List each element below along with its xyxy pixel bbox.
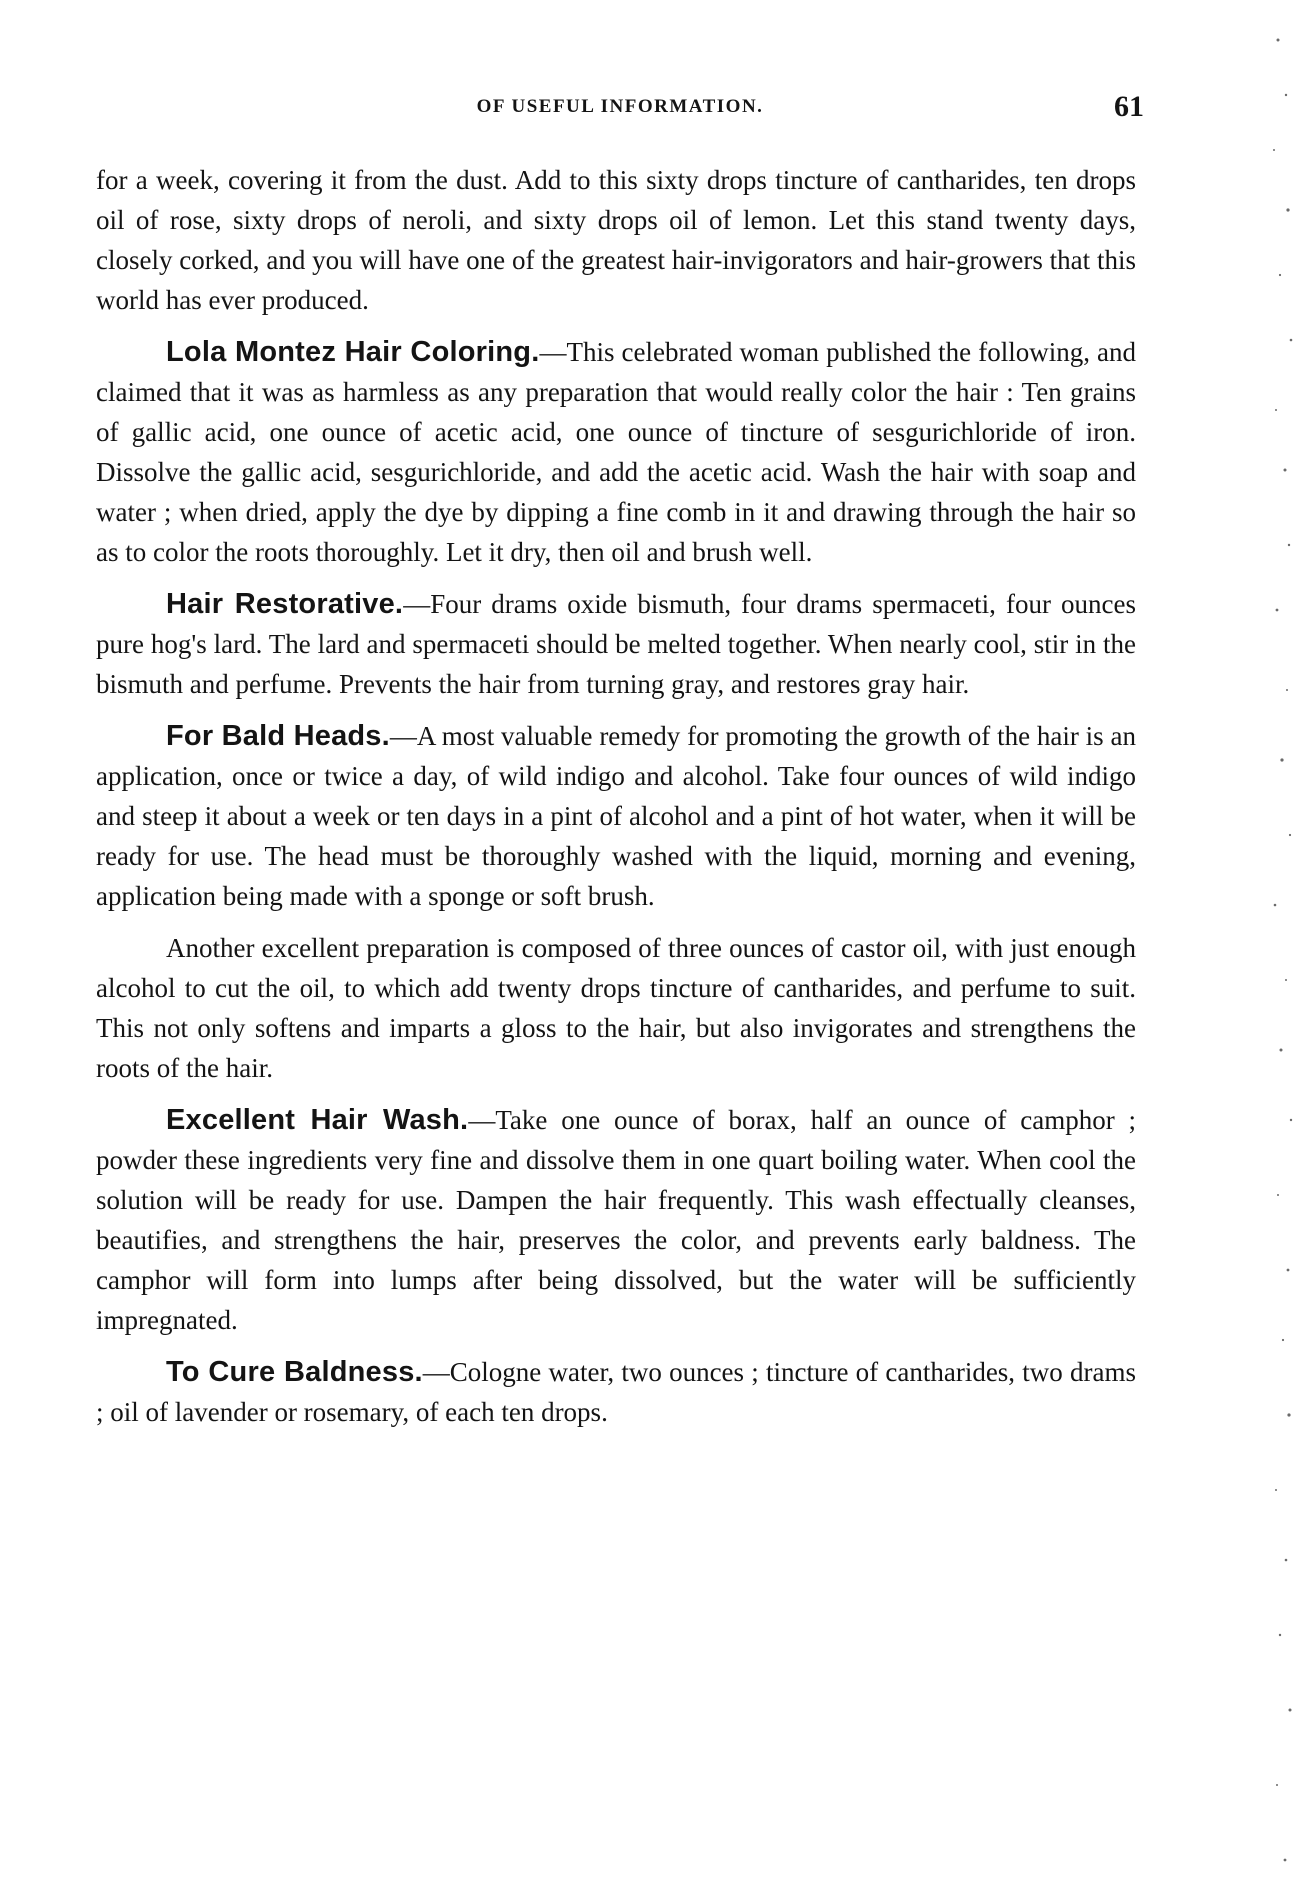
recipe-heading: For Bald Heads. (166, 720, 390, 752)
recipe-excellent-hair-wash (96, 1100, 1136, 1340)
recipe-text: —Cologne water, two ounces ; tincture of cantharides, two drams ; oil of lavender or rosemary, of each ten drops. (96, 1357, 1136, 1427)
scan-edge-noise (1236, 0, 1296, 1900)
page-header (96, 90, 1144, 126)
page-number: 61 (1114, 90, 1144, 123)
recipe-hair-restorative (96, 584, 1136, 704)
recipe-for-bald-heads (96, 716, 1136, 916)
recipe-text: —Take one ounce of borax, half an ounce of camphor ; powder these ingredients very fine and dissolve them in one quart boiling water. When cool the solution will be ready for use. Dampen the hair frequently. This wash effectually cleanses, beautifies, and strengthens the hair, preserves the color, and prevents early baldness. The camphor will form into lumps after being dissolved, but the water will be sufficiently impregnated. (96, 1105, 1136, 1335)
running-title: OF USEFUL INFORMATION. (476, 96, 764, 117)
recipe-heading: Lola Montez Hair Coloring. (166, 336, 540, 368)
paragraph-continuation (96, 160, 1136, 320)
paragraph-text: Another excellent preparation is composed of three ounces of castor oil, with just enough alcohol to cut the oil, to which add twenty drops tincture of cantharides, and perfume to suit. This not only softens and imparts a gloss to the hair, but also invigorates and strengthens the roots of the hair. (96, 933, 1136, 1083)
recipe-lola-montez-hair-coloring (96, 332, 1136, 572)
paragraph-text: for a week, covering it from the dust. Add to this sixty drops tincture of cantharides, ten drops oil of rose, sixty drops of neroli, and sixty drops oil of lemon. Let this stand twenty days, closely corked, and you will have one of the greatest hair-invigorators and hair-growers that this world has ever produced. (96, 165, 1136, 315)
recipe-text: —Four drams oxide bismuth, four drams spermaceti, four ounces pure hog's lard. The lard and spermaceti should be melted together. When nearly cool, stir in the bismuth and perfume. Prevents the hair from turning gray, and restores gray hair. (96, 589, 1136, 699)
recipe-text: —A most valuable remedy for promoting the growth of the hair is an application, once or twice a day, of wild indigo and alcohol. Take four ounces of wild indigo and steep it about a week or ten days in a pint of alcohol and a pint of hot water, when it will be ready for use. The head must be thoroughly washed with the liquid, morning and evening, application being made with a sponge or soft brush. (96, 721, 1136, 911)
recipe-heading: Excellent Hair Wash. (166, 1104, 469, 1136)
body-text (96, 160, 1136, 1444)
recipe-to-cure-baldness (96, 1352, 1136, 1432)
recipe-heading: To Cure Baldness. (166, 1356, 423, 1388)
paragraph-another-preparation (96, 928, 1136, 1088)
recipe-heading: Hair Restorative. (166, 588, 404, 620)
recipe-text: —This celebrated woman published the following, and claimed that it was as harmless as any preparation that would really color the hair : Ten grains of gallic acid, one ounce of acetic acid, one ounce of tincture of sesgurichloride of iron. Dissolve the gallic acid, sesgurichloride, and add the acetic acid. Wash the hair with soap and water ; when dried, apply the dye by dipping a fine comb in it and drawing through the hair so as to color the roots thoroughly. Let it dry, then oil and brush well. (96, 337, 1136, 567)
